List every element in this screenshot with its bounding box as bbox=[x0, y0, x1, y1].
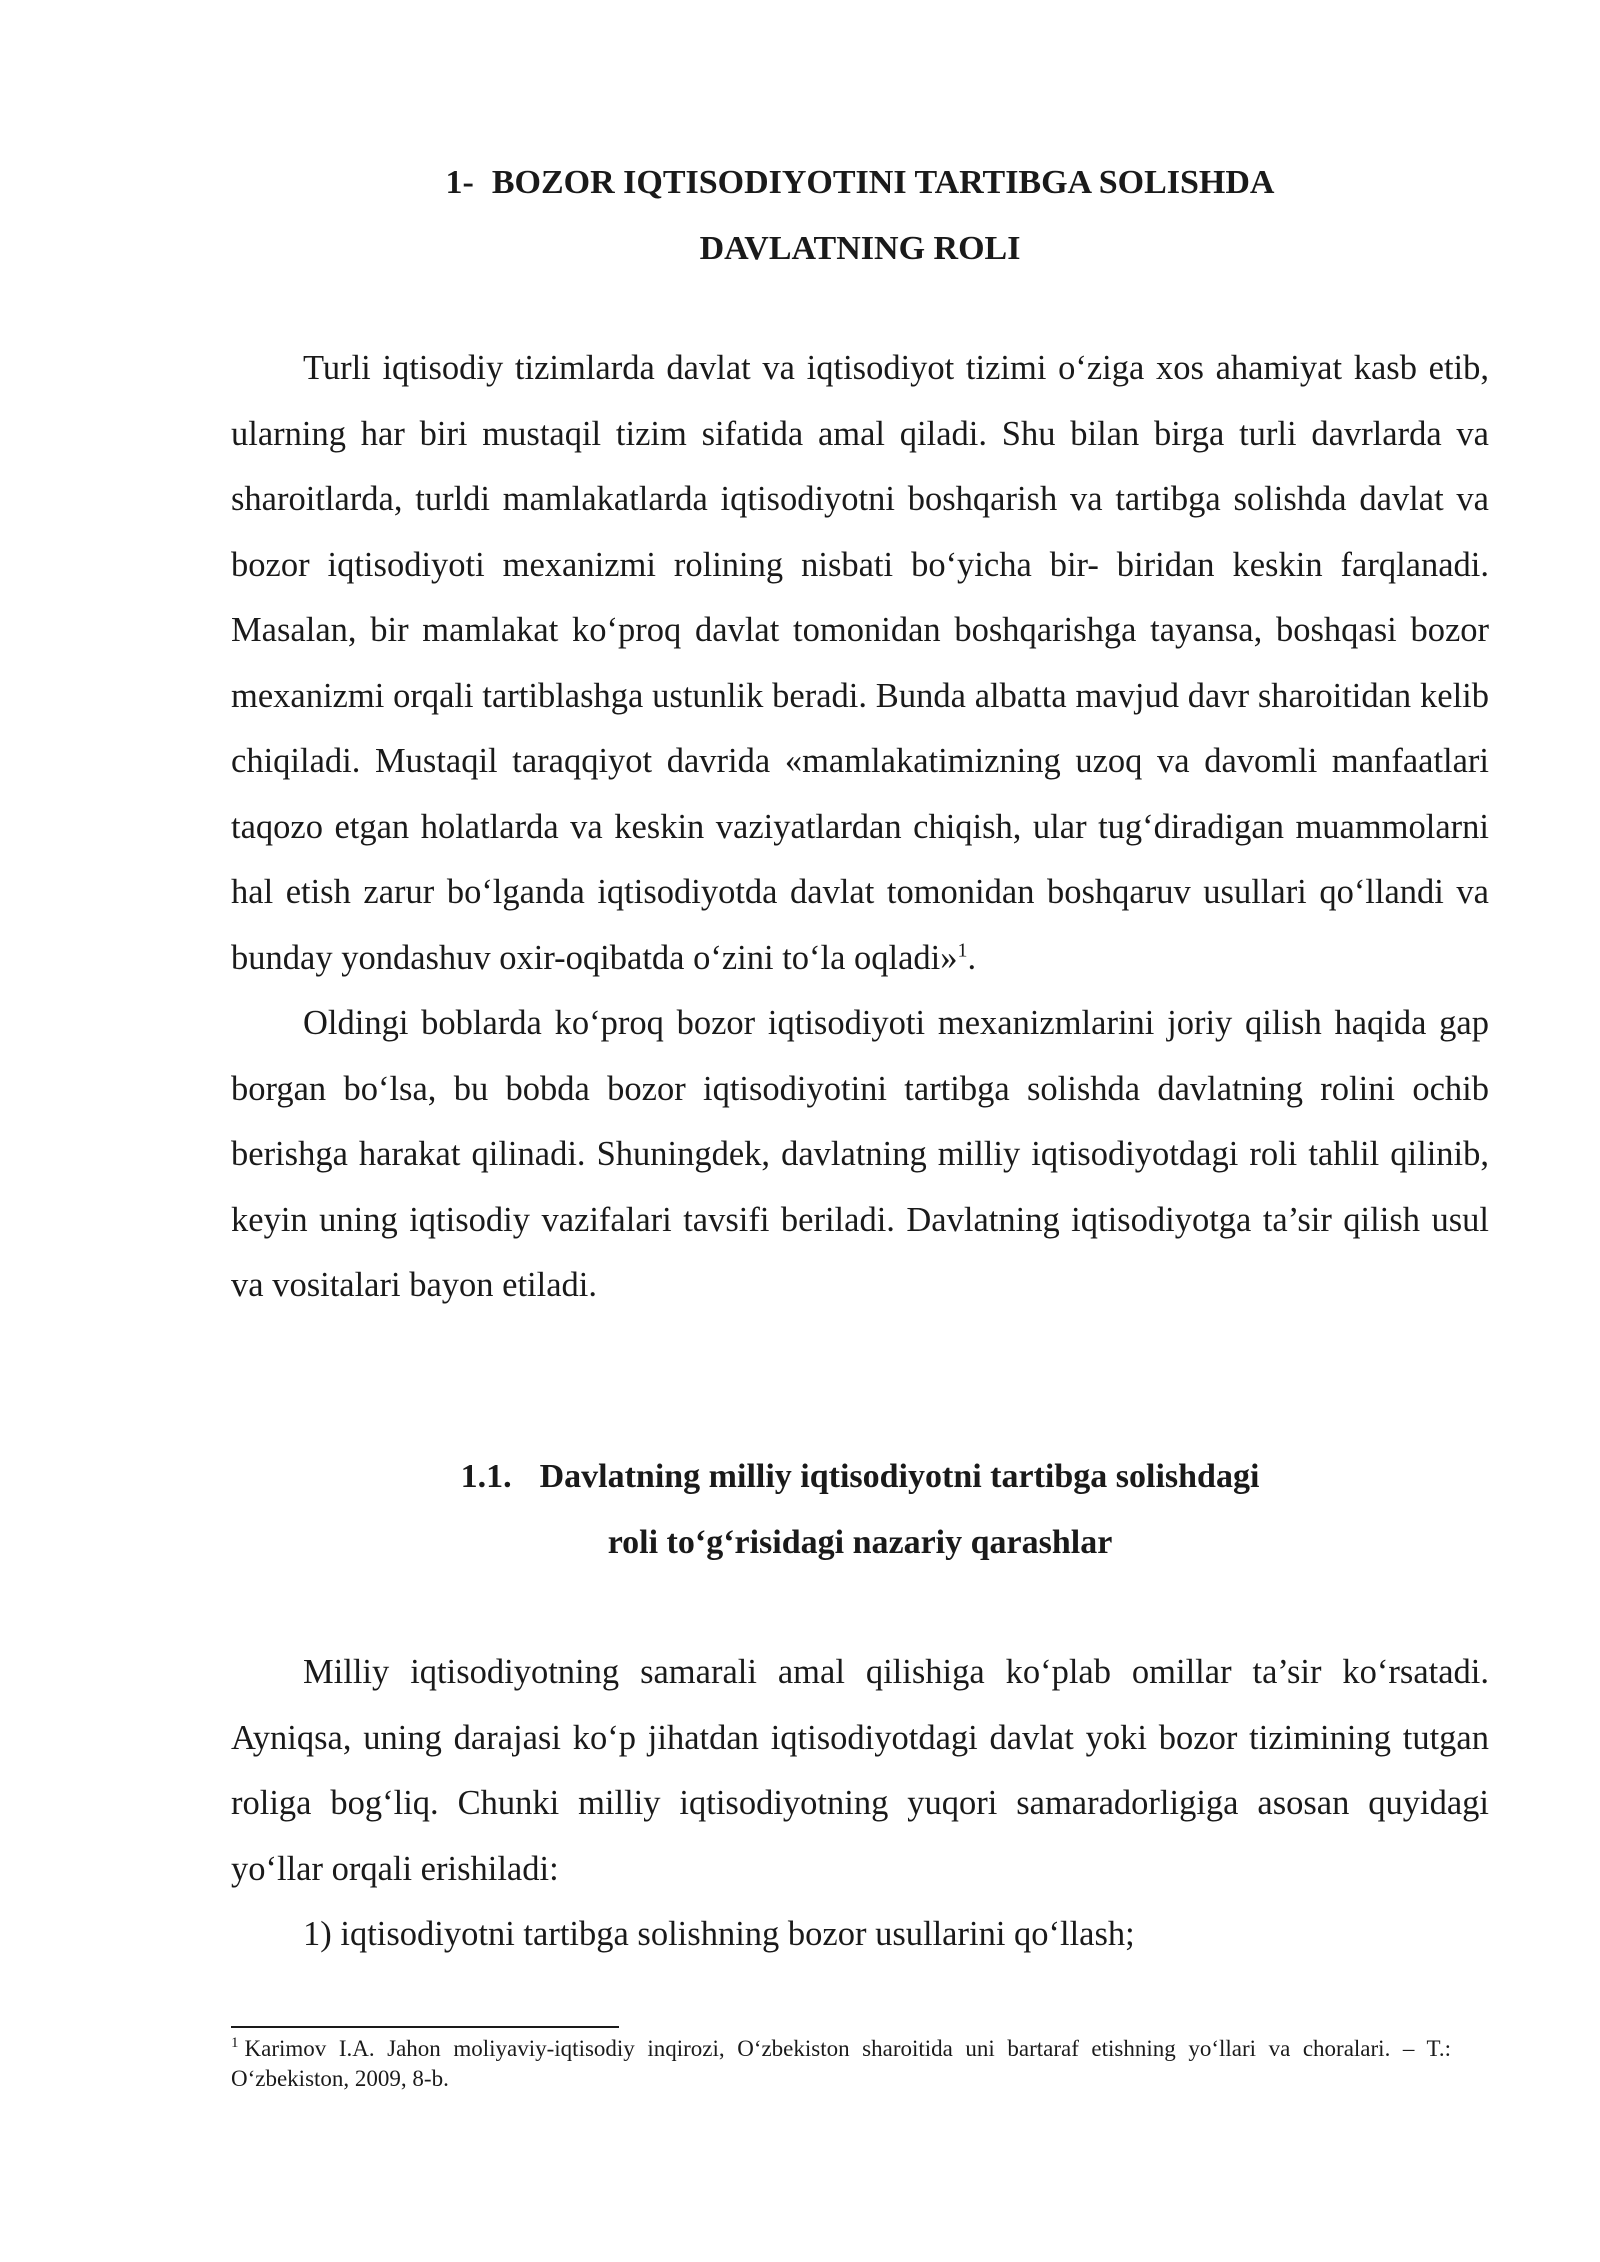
intro-paragraph-2: Oldingi boblarda ko‘proq bozor iqtisodiyoti mexanizmlarini joriy qilish haqida gap borgan bo‘lsa, bu bobda bozor iqtisodiyotini tartibga solishda davlatning rolini ochib berishga harakat qilinadi. Shuningdek, davlatning milliy iqtisodiyotdagi roli tahlil qilinib, keyin uning iqtisodiy vazifalari tavsifi beriladi. Davlatning iqtisodiyotga ta’sir qilish usul va vositalari bayon etiladi. bbox=[231, 1004, 1489, 1304]
intro-paragraph-1 bbox=[231, 336, 1489, 991]
section-title-line1: Davlatning milliy iqtisodiyotni tartibga solishdagi bbox=[539, 1458, 1260, 1495]
footnote-text: Karimov I.A. Jahon moliyaviy-iqtisodiy inqirozi, O‘zbekiston sharoitida uni bartaraf etishning yo‘llari va choralari. – T.: O‘zbekiston, 2009, 8-b. bbox=[231, 2036, 1451, 2091]
section-heading bbox=[231, 1444, 1489, 1576]
section-paragraph-1: Milliy iqtisodiyotning samarali amal qilishiga ko‘plab omillar ta’sir ko‘rsatadi. Ayniqsa, uning darajasi ko‘p jihatdan iqtisodiyotdagi davlat yoki bozor tizimining tutgan roliga bog‘liq. Chunki milliy iqtisodiyotning yuqori samaradorligiga asosan quyidagi yo‘llar orqali erishiladi: bbox=[231, 1653, 1489, 1888]
intro-text bbox=[231, 336, 1489, 1319]
intro-paragraph-1-end: . bbox=[967, 938, 977, 977]
chapter-title-line1: BOZOR IQTISODIYOTINI TARTIBGA SOLISHDA bbox=[491, 164, 1275, 201]
footnote bbox=[231, 2034, 1451, 2094]
footnote-marker: 1 bbox=[231, 2035, 239, 2052]
section-text bbox=[231, 1640, 1489, 1968]
footnote-reference[interactable]: 1 bbox=[957, 939, 968, 961]
chapter-title-line2: DAVLATNING ROLI bbox=[699, 230, 1021, 267]
chapter-heading bbox=[231, 150, 1489, 282]
section-number: 1.1. bbox=[460, 1458, 512, 1495]
section-title-line2: roli to‘g‘risidagi nazariy qarashlar bbox=[607, 1524, 1113, 1561]
section-list-item-1: 1) iqtisodiyotni tartibga solishning bozor usullarini qo‘llash; bbox=[303, 1915, 1135, 1953]
footnote-divider bbox=[231, 2026, 619, 2028]
intro-paragraph-1-text: Turli iqtisodiy tizimlarda davlat va iqtisodiyot tizimi o‘ziga xos ahamiyat kasb etib, ularning har biri mustaqil tizim sifatida amal qiladi. Shu bilan birga turli davrlarda va sharoitlarda, turldi mamlakatlarda iqtisodiyotni boshqarish va tartibga solishda davlat va bozor iqtisodiyoti mexanizmi rolining nisbati bo‘yicha bir- biridan keskin farqlanadi. Masalan, bir mamlakat ko‘proq davlat tomonidan boshqarishga tayansa, boshqasi bozor mexanizmi orqali tartiblashga ustunlik beradi. Bunda albatta mavjud davr sharoitidan kelib chiqiladi. Mustaqil taraqqiyot davrida «mamlakatimizning uzoq va davomli manfaatlari taqozo etgan holatlarda va keskin vaziyatlardan chiqish, ular tug‘diradigan muammolarni hal etish zarur bo‘lganda iqtisodiyotda davlat tomonidan boshqaruv usullari qo‘llandi va bunday yondashuv oxir-oqibatda o‘zini to‘la oqladi» bbox=[231, 349, 1489, 977]
chapter-number: 1- bbox=[445, 164, 474, 201]
